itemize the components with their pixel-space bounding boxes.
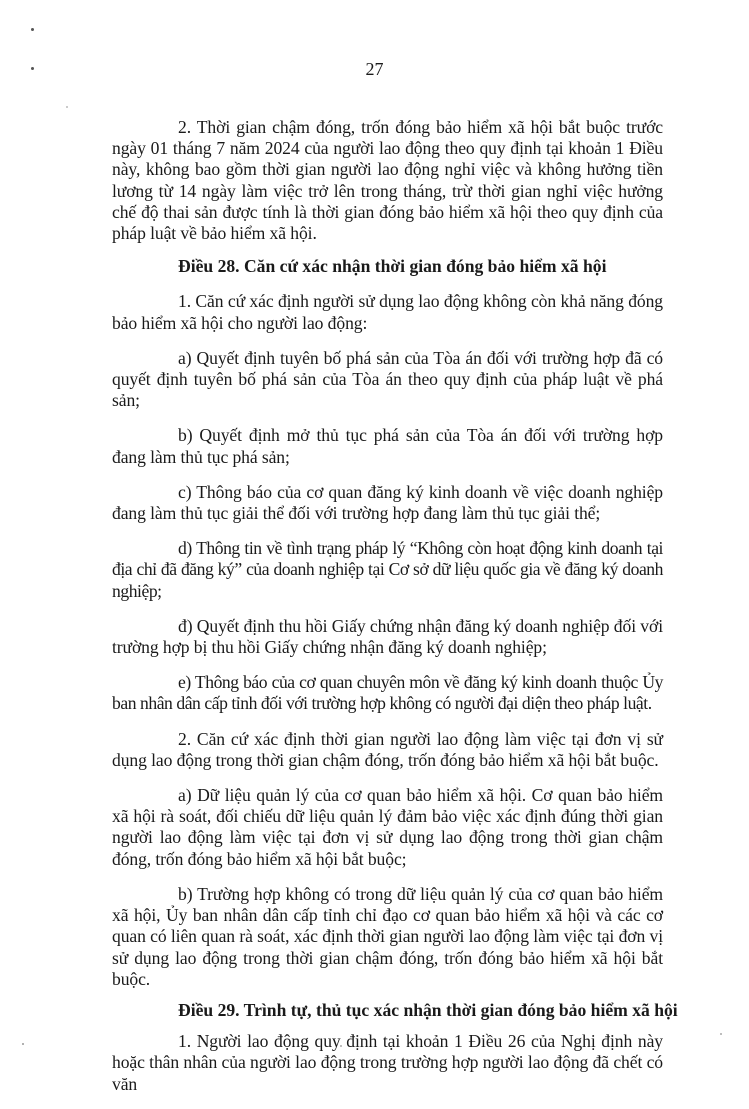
scan-speck (31, 28, 34, 31)
article-29-clause-1: 1. Người lao động quy định tại khoản 1 Điều 26 của Nghị định này hoặc thân nhân của người lao động trong trường hợp người lao động đã chết có văn (112, 1031, 663, 1094)
article-28-clause-2-point-b: b) Trường hợp không có trong dữ liệu quản lý của cơ quan bảo hiểm xã hội, Ủy ban nhân dân cấp tỉnh chỉ đạo cơ quan bảo hiểm xã hội và các cơ quan có liên quan rà soát, xác định thời gian người lao động làm việc tại đơn vị sử dụng lao động trong thời gian chậm đóng, trốn đóng bảo hiểm xã hội bắt buộc. (112, 883, 663, 989)
scan-speck (66, 106, 68, 108)
article-28-clause-1-point-dd: đ) Quyết định thu hồi Giấy chứng nhận đăng ký doanh nghiệp đối với trường hợp bị thu hồi Giấy chứng nhận đăng ký doanh nghiệp; (112, 615, 663, 658)
scan-speck (720, 1033, 722, 1035)
article-28-heading: Điều 28. Căn cứ xác nhận thời gian đóng bảo hiểm xã hội (178, 256, 607, 277)
article-28-clause-1-point-b: b) Quyết định mở thủ tục phá sản của Tòa án đối với trường hợp đang làm thủ tục phá sản; (112, 425, 663, 467)
page-number: 27 (365, 59, 384, 79)
article-28-clause-1-point-d: d) Thông tin về tình trạng pháp lý “Không còn hoạt động kinh doanh tại địa chỉ đã đăng ký” của doanh nghiệp tại Cơ sở dữ liệu quốc gia về đăng ký doanh nghiệp; (112, 538, 663, 601)
article-28-clause-2: 2. Căn cứ xác định thời gian người lao động làm việc tại đơn vị sử dụng lao động trong thời gian chậm đóng, trốn đóng bảo hiểm xã hội bắt buộc. (112, 728, 663, 770)
article-28-clause-1: 1. Căn cứ xác định người sử dụng lao động không còn khả năng đóng bảo hiểm xã hội cho người lao động: (112, 291, 663, 333)
article-28-clause-1-point-e: e) Thông báo của cơ quan chuyên môn về đăng ký kinh doanh thuộc Ủy ban nhân dân cấp tỉnh đối với trường hợp không có người đại diện theo pháp luật. (112, 672, 663, 714)
clause-2-late-payment-period: 2. Thời gian chậm đóng, trốn đóng bảo hiểm xã hội bắt buộc trước ngày 01 tháng 7 năm 2024 của người lao động theo quy định tại khoản 1 Điều này, không bao gồm thời gian người lao động nghỉ việc và không hưởng tiền lương từ 14 ngày làm việc trở lên trong tháng, trừ thời gian nghỉ việc hưởng chế độ thai sản được tính là thời gian đóng bảo hiểm xã hội theo quy định của pháp luật về bảo hiểm xã hội. (112, 117, 663, 244)
article-29-heading: Điều 29. Trình tự, thủ tục xác nhận thời gian đóng bảo hiểm xã hội (178, 999, 678, 1020)
article-28-clause-1-point-c: c) Thông báo của cơ quan đăng ký kinh doanh về việc doanh nghiệp đang làm thủ tục giải thể đối với trường hợp đang làm thủ tục giải thể; (112, 481, 663, 524)
article-28-clause-2-point-a: a) Dữ liệu quản lý của cơ quan bảo hiểm xã hội. Cơ quan bảo hiểm xã hội rà soát, đối chiếu dữ liệu quản lý đảm bảo việc xác định đúng thời gian người lao động làm việc tại đơn vị sử dụng lao động trong thời gian chậm đóng, trốn đóng bảo hiểm xã hội bắt buộc; (112, 785, 663, 869)
article-28-clause-1-point-a: a) Quyết định tuyên bố phá sản của Tòa án đối với trường hợp đã có quyết định tuyên bố phá sản của Tòa án theo quy định của pháp luật về phá sản; (112, 347, 663, 411)
scan-speck (22, 1043, 24, 1045)
document-body (112, 117, 678, 1109)
